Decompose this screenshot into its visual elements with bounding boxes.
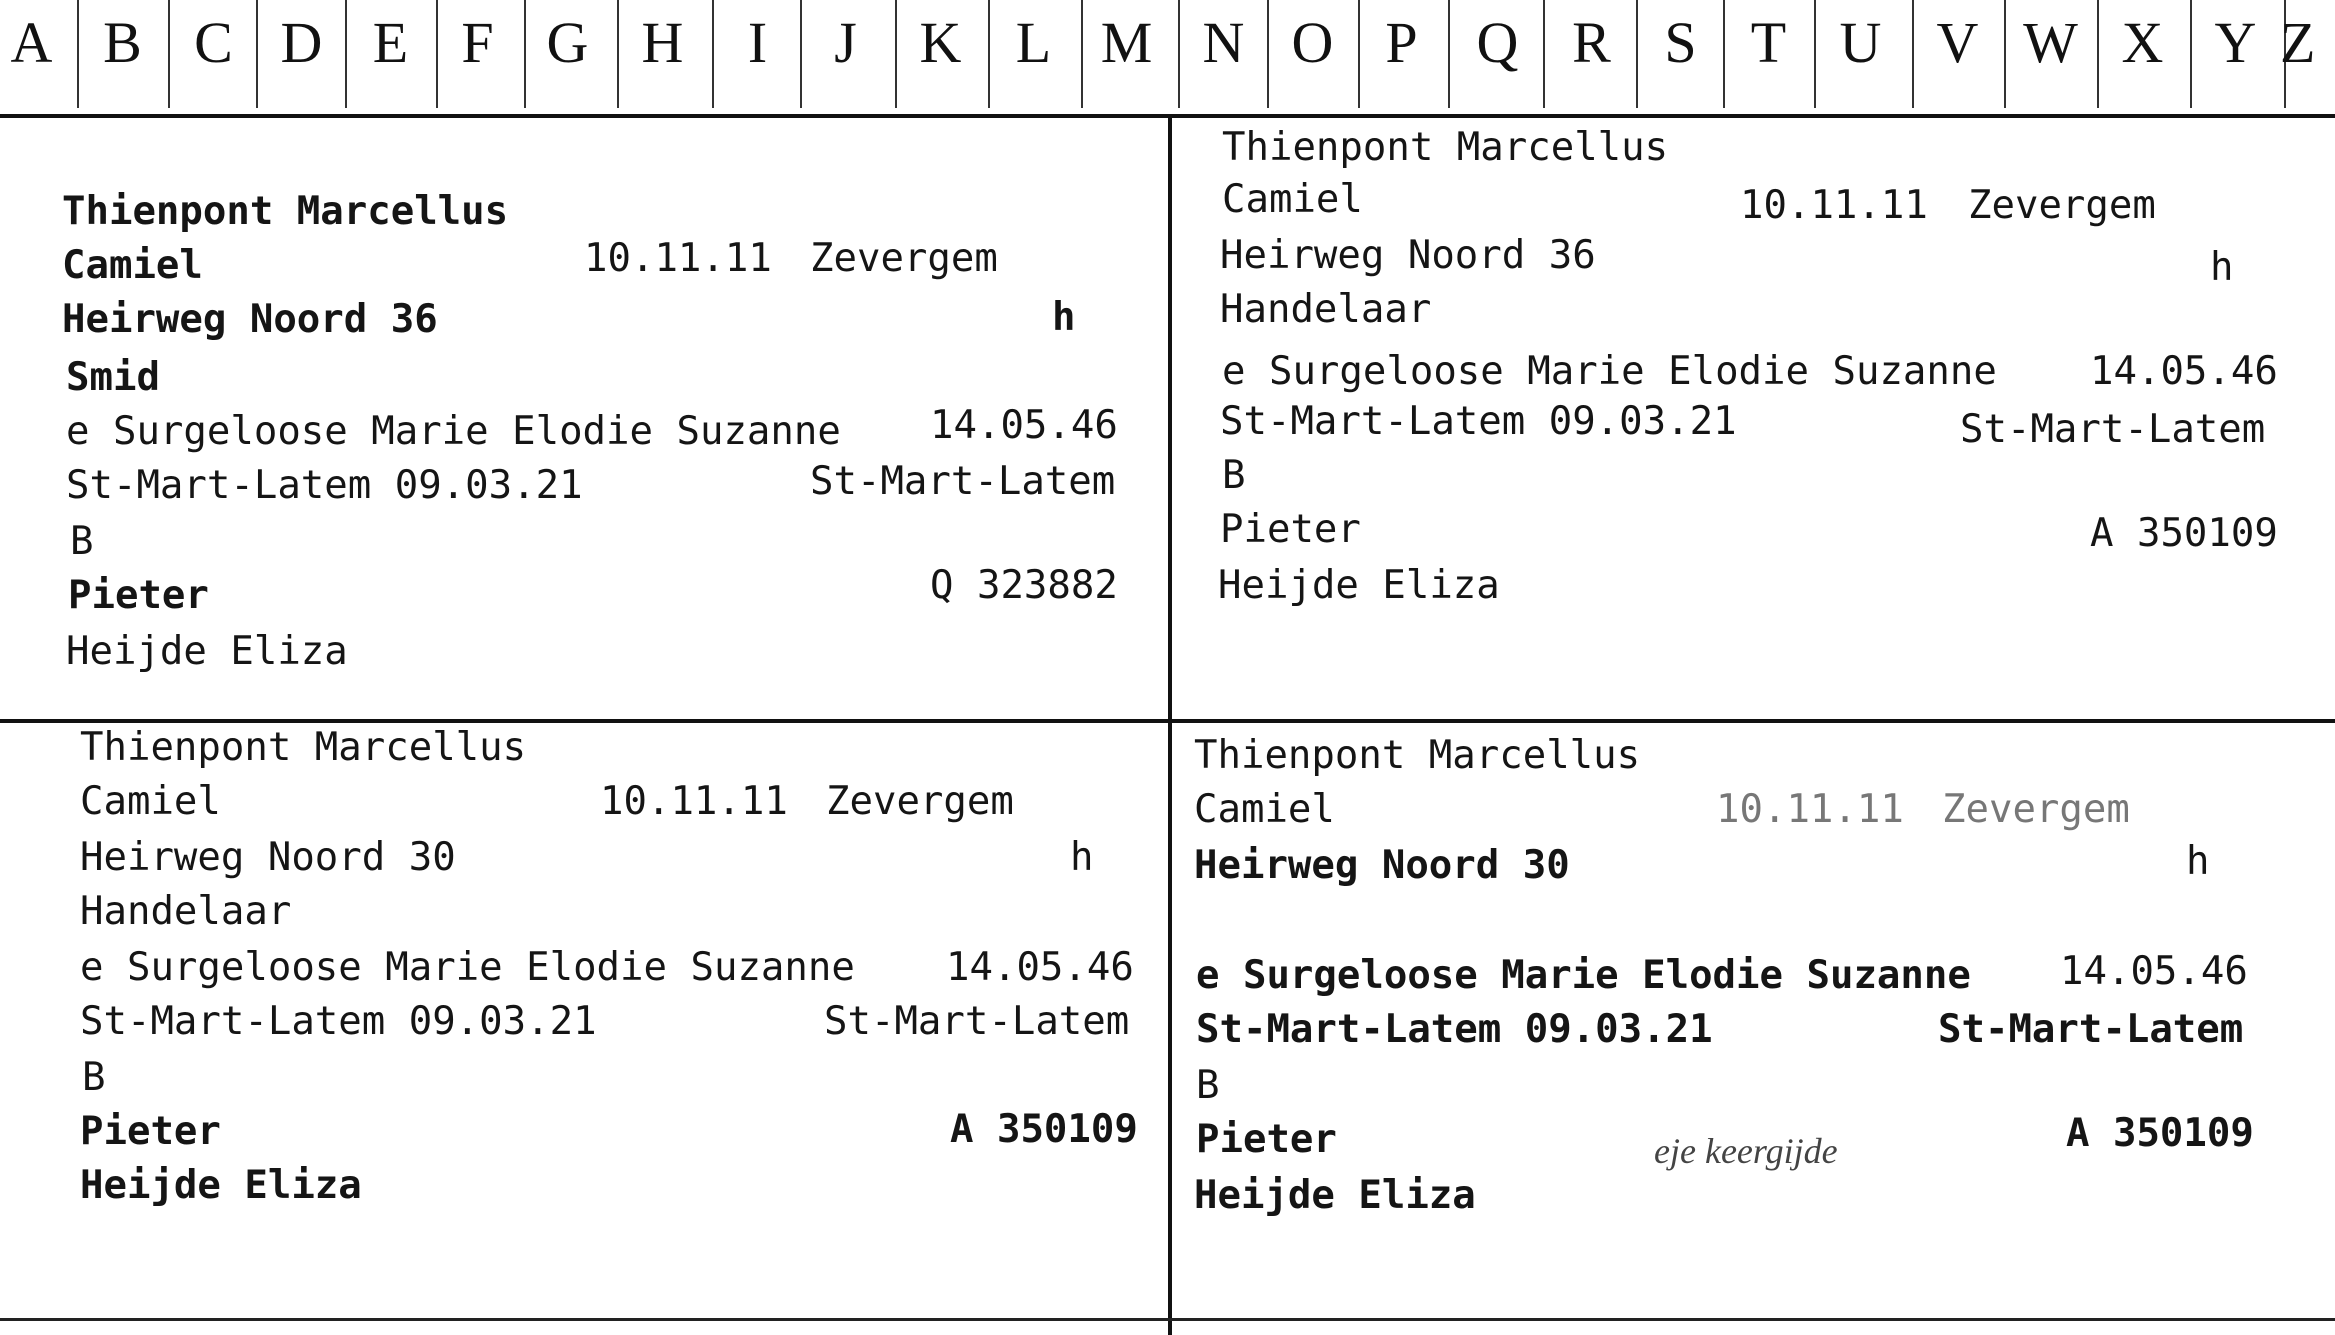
index-letter-k[interactable]: K bbox=[919, 10, 962, 75]
index-divider bbox=[1543, 0, 1545, 108]
card-father: Pieter bbox=[80, 1109, 221, 1154]
card-bottom-edge bbox=[0, 1318, 2335, 1321]
card-spouse-residence: St-Mart-Latem bbox=[824, 999, 1130, 1044]
index-letter-f[interactable]: F bbox=[461, 10, 494, 75]
card-name: Thienpont Marcellus bbox=[1194, 733, 1641, 778]
index-letter-n[interactable]: N bbox=[1202, 10, 1245, 75]
index-letter-x[interactable]: X bbox=[2121, 10, 2164, 75]
card-annotation: eje keergijde bbox=[1654, 1131, 1838, 1171]
card-marriage-date: 14.05.46 bbox=[946, 945, 1134, 990]
card-category: B bbox=[82, 1055, 106, 1100]
card-birth-place: Zevergem bbox=[1968, 183, 2156, 228]
index-letter-m[interactable]: M bbox=[1100, 10, 1153, 75]
card-marriage-date: 14.05.46 bbox=[2090, 349, 2278, 394]
card-birth-date: 10.11.11 bbox=[1716, 787, 1904, 832]
index-letter-q[interactable]: Q bbox=[1476, 10, 1519, 75]
index-letter-h[interactable]: H bbox=[641, 10, 684, 75]
card-marriage-date: 14.05.46 bbox=[2060, 949, 2248, 994]
card-birth-place: Zevergem bbox=[810, 236, 998, 281]
card-birth-date: 10.11.11 bbox=[1740, 183, 1928, 228]
card-spouse: e Surgeloose Marie Elodie Suzanne bbox=[80, 945, 855, 990]
card-row-divider bbox=[0, 719, 2335, 723]
card-marriage-date: 14.05.46 bbox=[930, 403, 1118, 448]
card-id-number: A 350109 bbox=[950, 1107, 1138, 1152]
card-spouse-residence: St-Mart-Latem bbox=[810, 459, 1116, 504]
card-spouse-birth: St-Mart-Latem 09.03.21 bbox=[1220, 399, 1737, 444]
card-spouse: e Surgeloose Marie Elodie Suzanne bbox=[1196, 953, 1971, 998]
card-father: Pieter bbox=[1220, 507, 1361, 552]
card-category: B bbox=[1222, 453, 1246, 498]
card-father: Pieter bbox=[68, 573, 209, 618]
card-address: Heirweg Noord 36 bbox=[1220, 233, 1596, 278]
index-letter-v[interactable]: V bbox=[1936, 10, 1979, 75]
alphabet-index-strip bbox=[0, 0, 2335, 118]
card-birth-place: Zevergem bbox=[826, 779, 1014, 824]
card-marker: h bbox=[1070, 835, 1094, 880]
index-letter-c[interactable]: C bbox=[194, 10, 233, 75]
card-name: Thienpont Marcellus bbox=[80, 725, 527, 770]
card-birth-date: 10.11.11 bbox=[600, 779, 788, 824]
card-marker: h bbox=[2186, 839, 2210, 884]
card-spouse-residence: St-Mart-Latem bbox=[1960, 407, 2266, 452]
card-second-name: Camiel bbox=[62, 243, 203, 288]
card-spouse-residence: St-Mart-Latem bbox=[1938, 1007, 2244, 1052]
card-mother: Heijde Eliza bbox=[1194, 1173, 1476, 1218]
card-birth-date: 10.11.11 bbox=[584, 236, 772, 281]
card-spouse: e Surgeloose Marie Elodie Suzanne bbox=[66, 409, 841, 454]
index-letter-o[interactable]: O bbox=[1291, 10, 1334, 75]
index-letter-p[interactable]: P bbox=[1385, 10, 1418, 75]
card-occupation: Handelaar bbox=[80, 889, 292, 934]
card-spouse-birth: St-Mart-Latem 09.03.21 bbox=[66, 463, 583, 508]
card-father: Pieter bbox=[1196, 1117, 1337, 1162]
card-spouse-birth: St-Mart-Latem 09.03.21 bbox=[1196, 1007, 1713, 1052]
index-divider bbox=[1448, 0, 1450, 108]
card-second-name: Camiel bbox=[80, 779, 221, 824]
index-letter-s[interactable]: S bbox=[1664, 10, 1697, 75]
card-category: B bbox=[1196, 1063, 1220, 1108]
index-letter-u[interactable]: U bbox=[1839, 10, 1882, 75]
card-name: Thienpont Marcellus bbox=[62, 189, 509, 234]
card-id-number: Q 323882 bbox=[930, 563, 1118, 608]
card-column-divider bbox=[1168, 118, 1172, 1335]
card-category: B bbox=[70, 519, 94, 564]
index-letter-w[interactable]: W bbox=[2023, 10, 2078, 75]
card-spouse-birth: St-Mart-Latem 09.03.21 bbox=[80, 999, 597, 1044]
index-letter-b[interactable]: B bbox=[103, 10, 142, 75]
index-letter-a[interactable]: A bbox=[10, 10, 53, 75]
index-letter-i[interactable]: I bbox=[747, 10, 768, 75]
card-id-number: A 350109 bbox=[2066, 1111, 2254, 1156]
card-second-name: Camiel bbox=[1222, 177, 1363, 222]
card-mother: Heijde Eliza bbox=[80, 1163, 362, 1208]
card-second-name: Camiel bbox=[1194, 787, 1335, 832]
card-occupation: Handelaar bbox=[1220, 287, 1432, 332]
index-letter-d[interactable]: D bbox=[280, 10, 323, 75]
index-letter-z[interactable]: Z bbox=[2280, 10, 2316, 75]
card-occupation: Smid bbox=[66, 355, 160, 400]
index-letter-y[interactable]: Y bbox=[2214, 10, 2257, 75]
index-letter-g[interactable]: G bbox=[546, 10, 589, 75]
card-name: Thienpont Marcellus bbox=[1222, 125, 1669, 170]
card-address: Heirweg Noord 30 bbox=[80, 835, 456, 880]
card-birth-place: Zevergem bbox=[1942, 787, 2130, 832]
index-letter-j[interactable]: J bbox=[834, 10, 857, 75]
index-letter-l[interactable]: L bbox=[1015, 10, 1052, 75]
card-spouse: e Surgeloose Marie Elodie Suzanne bbox=[1222, 349, 1997, 394]
card-mother: Heijde Eliza bbox=[66, 629, 348, 674]
card-marker: h bbox=[2210, 245, 2234, 290]
card-address: Heirweg Noord 36 bbox=[62, 297, 438, 342]
card-id-number: A 350109 bbox=[2090, 511, 2278, 556]
index-letter-e[interactable]: E bbox=[372, 10, 409, 75]
card-mother: Heijde Eliza bbox=[1218, 563, 1500, 608]
card-address: Heirweg Noord 30 bbox=[1194, 843, 1570, 888]
card-marker: h bbox=[1052, 295, 1076, 340]
index-letter-t[interactable]: T bbox=[1750, 10, 1787, 75]
index-letter-r[interactable]: R bbox=[1572, 10, 1611, 75]
